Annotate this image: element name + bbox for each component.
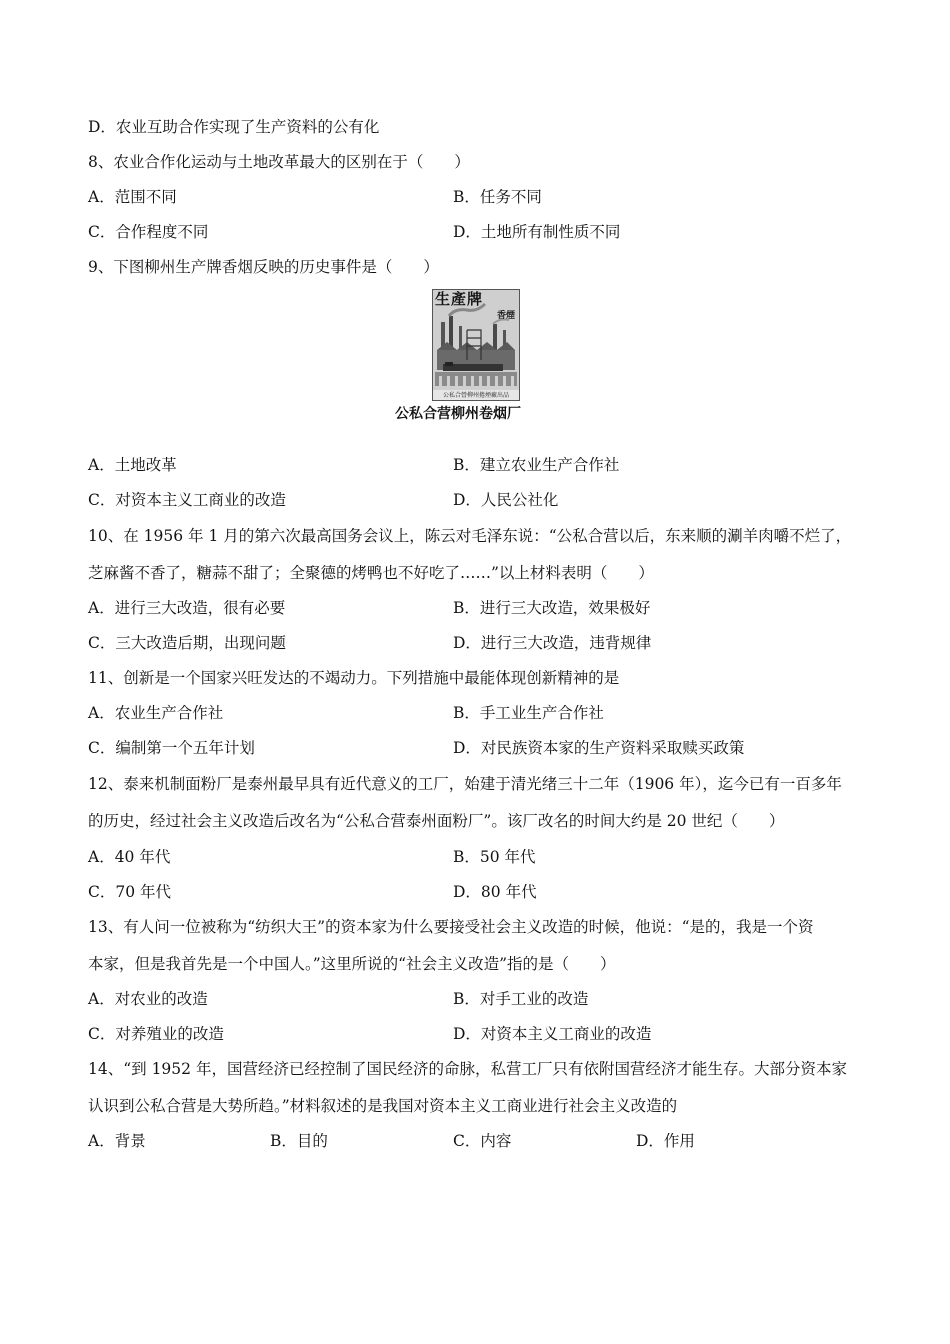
q11-option-b: B．手工业生产合作社 <box>453 704 604 722</box>
q12-option-a: A．40 年代 <box>88 848 171 866</box>
question-13-stem-line1: 13、有人问一位被称为“纺织大王”的资本家为什么要接受社会主义改造的时候，他说：“是的，我是一个资 <box>88 918 814 936</box>
q10-option-b: B．进行三大改造，效果极好 <box>453 599 651 617</box>
q14-option-a: A．背景 <box>88 1132 146 1150</box>
q13-option-d: D．对资本主义工商业的改造 <box>453 1025 652 1043</box>
q9-option-a: A．土地改革 <box>88 456 177 474</box>
image-caption: 公私合营柳州卷烟厂 <box>395 406 521 422</box>
poster-brand-text: 生產牌 <box>435 290 484 308</box>
q8-option-b: B．任务不同 <box>453 188 542 206</box>
cigarette-poster-image <box>432 289 520 401</box>
q10-option-a: A．进行三大改造，很有必要 <box>88 599 286 617</box>
question-10-stem-line2: 芝麻酱不香了，糖蒜不甜了；全聚德的烤鸭也不好吃了……”以上材料表明（ ） <box>88 564 654 582</box>
poster-sub-text: 香煙 <box>496 311 515 321</box>
question-12-stem-line2: 的历史，经过社会主义改造后改名为“公私合营泰州面粉厂”。该厂改名的时间大约是 20 世纪（ ） <box>88 812 785 830</box>
question-9-stem: 9、下图柳州生产牌香烟反映的历史事件是（ ） <box>88 258 439 276</box>
q14-option-b: B．目的 <box>270 1132 328 1150</box>
q11-option-d: D．对民族资本家的生产资料采取赎买政策 <box>453 739 745 757</box>
question-10-stem-line1: 10、在 1956 年 1 月的第六次最高国务会议上，陈云对毛泽东说：“公私合营以后，东来顺的涮羊肉嚼不烂了， <box>88 527 852 545</box>
question-14-stem-line1: 14、“到 1952 年，国营经济已经控制了国民经济的命脉，私营工厂只有依附国营经济才能生存。大部分资本家 <box>88 1060 847 1078</box>
q13-option-a: A．对农业的改造 <box>88 990 208 1008</box>
poster-footer-text: 公私合營柳州捲煙廠出品 <box>442 392 509 399</box>
q9-option-c: C．对资本主义工商业的改造 <box>88 491 286 509</box>
q9-option-b: B．建立农业生产合作社 <box>453 456 620 474</box>
q9-option-d: D．人民公社化 <box>453 491 559 509</box>
q12-option-c: C．70 年代 <box>88 883 172 901</box>
option-d-prev: D．农业互助合作实现了生产资料的公有化 <box>88 118 380 136</box>
q12-option-d: D．80 年代 <box>453 883 537 901</box>
q10-option-d: D．进行三大改造，违背规律 <box>453 634 652 652</box>
q10-option-c: C．三大改造后期，出现问题 <box>88 634 286 652</box>
q8-option-a: A．范围不同 <box>88 188 177 206</box>
question-14-stem-line2: 认识到公私合营是大势所趋。”材料叙述的是我国对资本主义工商业进行社会主义改造的 <box>88 1097 678 1115</box>
q11-option-a: A．农业生产合作社 <box>88 704 224 722</box>
q8-option-c: C．合作程度不同 <box>88 223 209 241</box>
question-13-stem-line2: 本家，但是我首先是一个中国人。”这里所说的“社会主义改造”指的是（ ） <box>88 955 616 973</box>
q8-option-d: D．土地所有制性质不同 <box>453 223 621 241</box>
question-11-stem: 11、创新是一个国家兴旺发达的不竭动力。下列措施中最能体现创新精神的是 <box>88 669 620 687</box>
q14-option-d: D．作用 <box>636 1132 695 1150</box>
q14-option-c: C．内容 <box>453 1132 512 1150</box>
question-12-stem-line1: 12、泰来机制面粉厂是泰州最早具有近代意义的工厂，始建于清光绪三十二年（1906 年），迄今已有一百多年 <box>88 775 842 793</box>
q13-option-c: C．对养殖业的改造 <box>88 1025 224 1043</box>
q11-option-c: C．编制第一个五年计划 <box>88 739 255 757</box>
q13-option-b: B．对手工业的改造 <box>453 990 589 1008</box>
question-8-stem: 8、农业合作化运动与土地改革最大的区别在于（ ） <box>88 153 470 171</box>
q12-option-b: B．50 年代 <box>453 848 536 866</box>
